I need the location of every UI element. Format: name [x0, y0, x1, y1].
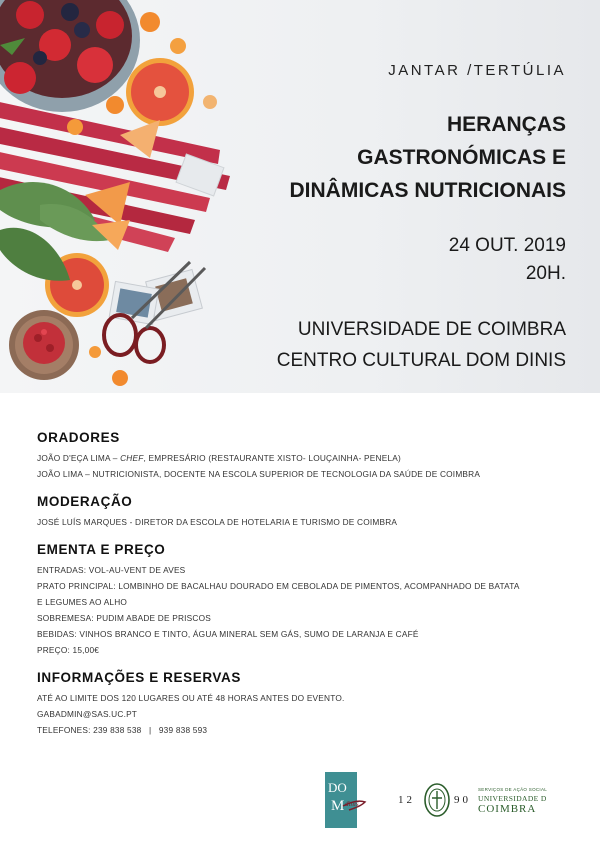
event-datetime	[449, 232, 566, 288]
info-line: ATÉ AO LIMITE DOS 120 LUGARES OU ATÉ 48 HORAS ANTES DO EVENTO.	[37, 693, 345, 703]
uc-seal-icon	[424, 783, 450, 817]
moderation-section	[37, 494, 567, 530]
menu-line: SOBREMESA: PUDIM ABADE DE PRISCOS	[37, 613, 211, 623]
moderator-line: JOSÉ LUÍS MARQUES - DIRETOR DA ESCOLA DE HOTELARIA E TURISMO DE COIMBRA	[37, 517, 398, 527]
dom-dinis-logo-text: dinis	[345, 800, 359, 808]
uc-year: 12	[398, 794, 415, 806]
uc-university-name: UNIVERSIDADE D	[478, 794, 547, 803]
speaker-role: CHEF	[120, 453, 144, 463]
menu-section	[37, 542, 567, 658]
menu-line: PREÇO: 15,00€	[37, 645, 100, 655]
info-section	[37, 670, 567, 738]
section-title: ORADORES	[37, 430, 120, 445]
event-title-line: HERANÇAS	[446, 113, 566, 136]
event-time: 20H.	[525, 263, 566, 284]
section-title: EMENTA E PREÇO	[37, 542, 166, 557]
event-venue	[277, 314, 566, 376]
event-title-line: DINÂMICAS NUTRICIONAIS	[289, 179, 566, 202]
email-link[interactable]: GABADMIN@SAS.UC.PT	[37, 709, 138, 719]
phone-line: TELEFONES: 239 838 538 | 939 838 593	[37, 725, 208, 735]
uc-year: 90	[454, 794, 471, 806]
menu-line: BEBIDAS: VINHOS BRANCO E TINTO, ÁGUA MINERAL SEM GÁS, SUMO DE LARANJA E CAFÉ	[37, 629, 419, 639]
dom-dinis-logo-text: DO	[328, 780, 347, 795]
event-date: 24 OUT. 2019	[448, 235, 566, 256]
food-photo	[0, 0, 260, 393]
venue-line: CENTRO CULTURAL DOM DINIS	[276, 350, 566, 371]
hero-banner	[0, 0, 600, 393]
uc-city-name: COIMBRA	[478, 803, 537, 815]
dom-dinis-logo	[325, 772, 369, 828]
pepper-bowl-image	[9, 310, 79, 380]
speaker-line: JOÃO LIMA – NUTRICIONISTA, DOCENTE NA ESCOLA SUPERIOR DE TECNOLOGIA DA SAÚDE DE COIMBRA	[37, 469, 481, 479]
speaker-details: , EMPRESÁRIO (RESTAURANTE XISTO- LOUÇAINHA- PENELA)	[143, 453, 401, 463]
section-title: INFORMAÇÕES E RESERVAS	[37, 670, 241, 685]
event-title-line: GASTRONÓMICAS E	[357, 146, 566, 169]
menu-line: E LEGUMES AO ALHO	[37, 597, 128, 607]
uc-service-name: SERVIÇOS DE AÇÃO SOCIAL	[478, 787, 548, 792]
venue-line: UNIVERSIDADE DE COIMBRA	[297, 319, 566, 340]
menu-line: PRATO PRINCIPAL: LOMBINHO DE BACALHAU DOURADO EM CEBOLADA DE PIMENTOS, ACOMPANHADO DE BATATA	[37, 581, 520, 591]
section-title: MODERAÇÃO	[37, 494, 133, 509]
event-type: JANTAR /TERTÚLIA	[388, 62, 566, 79]
event-details	[37, 430, 567, 750]
speakers-section	[37, 430, 567, 482]
speaker-line	[37, 450, 567, 466]
uc-sas-logo	[398, 783, 558, 823]
speaker-name: JOÃO D'EÇA LIMA –	[37, 453, 121, 463]
dom-dinis-logo-text: M	[331, 798, 345, 814]
menu-line: ENTRADAS: VOL-AU-VENT DE AVES	[37, 565, 186, 575]
event-title	[290, 108, 567, 207]
berry-bowl-image	[0, 0, 140, 112]
